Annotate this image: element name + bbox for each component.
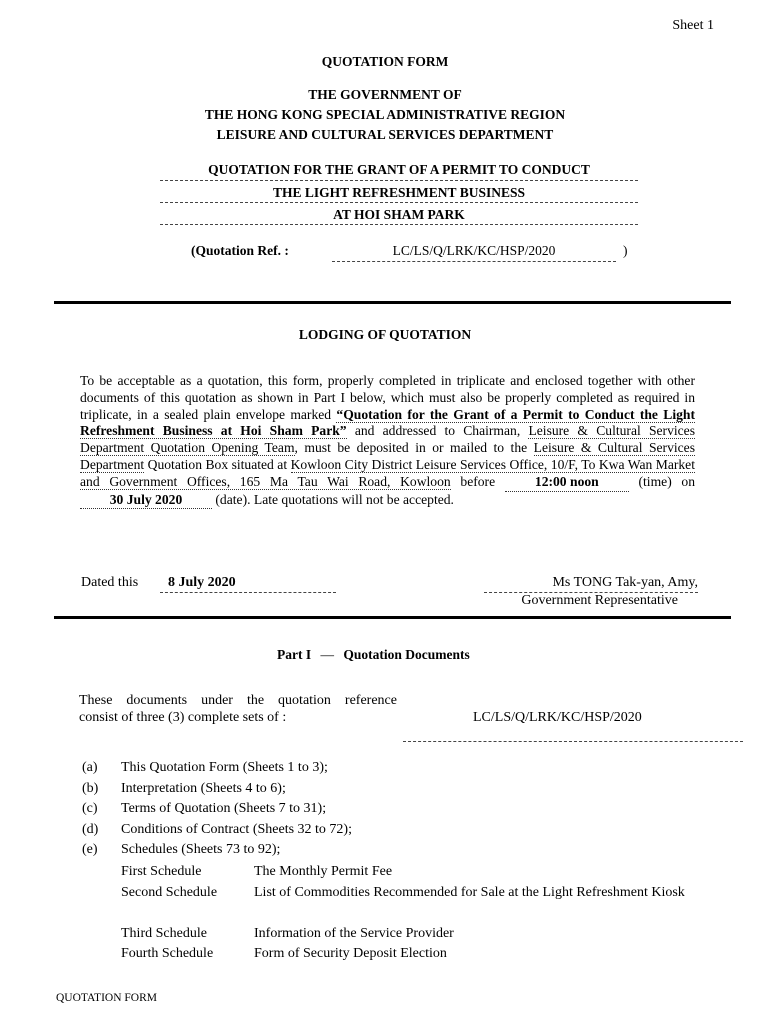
title-underline-1 <box>160 180 638 181</box>
quotation-ref-value: LC/LS/Q/LRK/KC/HSP/2020 <box>332 243 616 262</box>
deadline-date: 30 July 2020 <box>80 492 212 510</box>
quotation-title-line-3: AT HOI SHAM PARK <box>333 207 465 222</box>
government-line-1: THE GOVERNMENT OF <box>308 87 462 102</box>
title-underline-3 <box>160 224 638 225</box>
deadline-time: 12:00 noon <box>505 474 629 492</box>
department-name: LEISURE AND CULTURAL SERVICES DEPARTMENT <box>216 127 554 142</box>
section-divider-bottom <box>54 616 731 619</box>
lodging-text-3: , must be deposited in or mailed to the <box>294 440 534 456</box>
representative-name: Ms TONG Tak-yan, Amy, <box>484 575 698 593</box>
quotation-title-line-2: THE LIGHT REFRESHMENT BUSINESS <box>273 185 525 200</box>
box-address: Kowloon City District Leisure Services Office, 10/F, To Kwa Wan Market and Government Offices, 165 Ma Tau Wai Road, Kowloon <box>80 456 695 489</box>
representative-title: Government Representative <box>521 593 678 608</box>
lodging-text-1: To be acceptable as a quotation, this form, properly completed in triplicate and enclosed together with other documents of this quotation as shown in Part I below, which must also be properly completed as required in triplicate, in a sealed plain envelope marked <box>80 373 695 422</box>
lodging-text-5: before <box>450 473 505 489</box>
addressee: Leisure & Cultural Services Department Quotation Opening Team <box>80 423 696 456</box>
part1-heading-dash: — <box>320 647 334 662</box>
part1-reference-line <box>403 741 743 742</box>
lodging-heading: LODGING OF QUOTATION <box>298 327 472 342</box>
part1-heading-title: Quotation Documents <box>343 647 470 662</box>
government-line-2: THE HONG KONG SPECIAL ADMINISTRATIVE REGION <box>204 107 566 122</box>
title-underline-2 <box>160 202 638 203</box>
quotation-title-line-1: QUOTATION FOR THE GRANT OF A PERMIT TO CONDUCT <box>208 162 590 177</box>
sheet-number: Sheet 1 <box>672 18 714 33</box>
footer-label: QUOTATION FORM <box>56 992 157 1004</box>
part1-intro-line-2: consist of three (3) complete sets of : <box>79 710 287 725</box>
lodging-text-6: (time) on <box>628 473 696 489</box>
part1-intro-line-1: These documents under the quotation reference <box>79 693 397 708</box>
part1-heading <box>277 647 470 663</box>
lodging-text-4: Quotation Box situated at <box>144 456 291 472</box>
department-box-name: Leisure & Cultural Services Department <box>80 440 696 472</box>
part1-heading-part: Part I <box>277 647 312 662</box>
quotation-ref-label: (Quotation Ref. : <box>191 243 289 258</box>
quotation-ref-close: ) <box>623 243 628 258</box>
part1-reference: LC/LS/Q/LRK/KC/HSP/2020 <box>473 710 642 725</box>
dated-label: Dated this <box>81 575 139 590</box>
lodging-paragraph <box>80 373 695 509</box>
envelope-marking: “Quotation for the Grant of a Permit to Conduct the Light Refreshment Business at Hoi Sham Park” <box>80 406 695 439</box>
section-divider-top <box>54 301 731 304</box>
dated-date: 8 July 2020 <box>160 575 336 593</box>
lodging-text-7: (date). Late quotations will not be accepted. <box>212 491 454 507</box>
form-title: QUOTATION FORM <box>321 54 449 69</box>
lodging-text-2: and addressed to Chairman, <box>346 423 529 439</box>
